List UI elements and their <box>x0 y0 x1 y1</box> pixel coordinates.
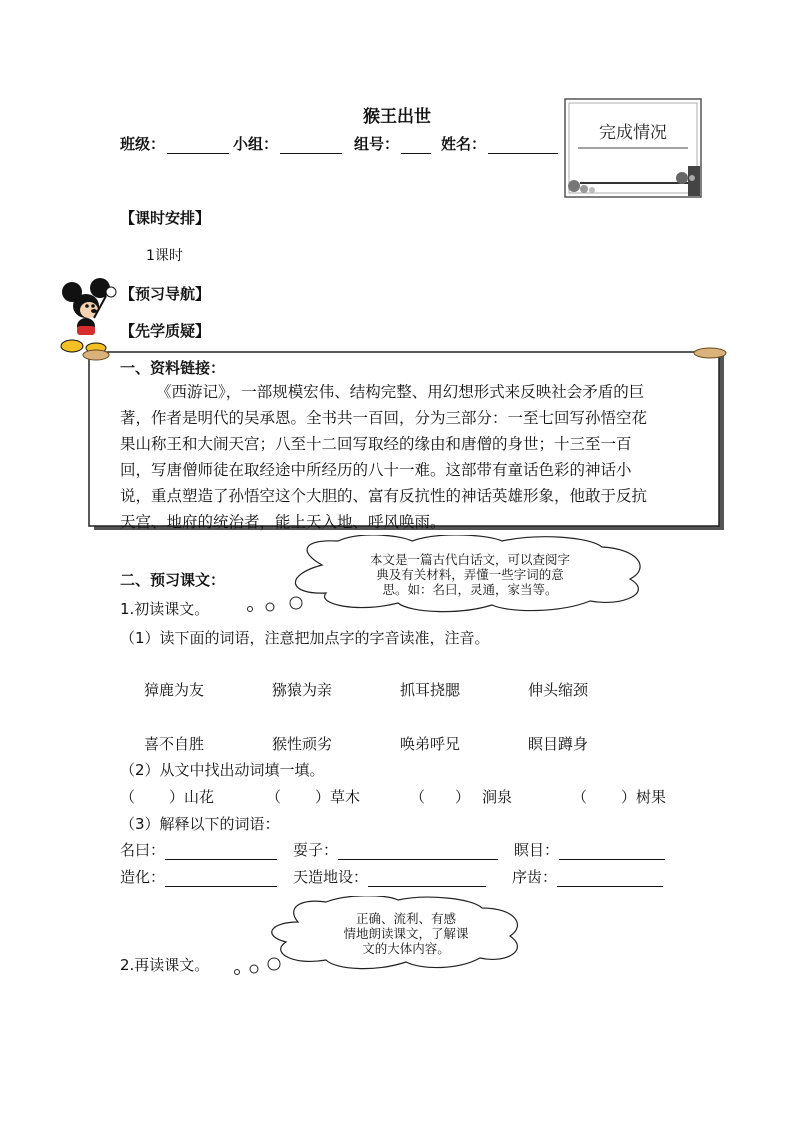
term-answer-line[interactable] <box>165 843 277 860</box>
term-label: 天造地设： <box>293 868 369 886</box>
materials-line: 天宫、地府的统治者，能上天入地、呼风唤雨。 <box>120 513 446 531</box>
status-frame-graphic <box>564 98 702 198</box>
step2-label: 2.再读课文。 <box>120 956 210 974</box>
term-row-1 <box>120 839 665 860</box>
class-blank[interactable] <box>167 137 229 154</box>
hint-bubble-1-text: 本文是一篇古代白话文，可以查阅字 典及有关材料，弄懂一些字词的意 思。如：名曰，灵通，家当等。 <box>369 552 570 597</box>
term-answer-line[interactable] <box>338 843 498 860</box>
word-item: 猕猿为亲 <box>272 681 333 699</box>
word-item: 猴性顽劣 <box>272 735 333 753</box>
term-label: 序齿： <box>512 868 558 886</box>
sub3-instruction: （3）解释以下的词语： <box>120 815 280 833</box>
word-item: 伸头缩颈 <box>528 681 589 699</box>
term-answer-line[interactable] <box>557 870 663 887</box>
group-no-label: 组号： <box>354 135 400 153</box>
mascot-illustration <box>60 278 122 354</box>
name-blank[interactable] <box>488 137 558 154</box>
materials-line: 果山称王和大闹天宫；八至十二回写取经的缘由和唐僧的身世；十三至一百 <box>120 435 632 453</box>
word-item: 獐鹿为友 <box>144 681 205 699</box>
term-label: 名曰： <box>120 841 166 859</box>
questions-heading: 【先学质疑】 <box>120 322 211 340</box>
hint-bubble-2-text: 正确、流利、有感 情地朗读课文，了解课 文的大体内容。 <box>343 911 469 956</box>
term-answer-line[interactable] <box>368 870 486 887</box>
hint-bubble-1 <box>230 535 670 615</box>
sub1-instruction: （1）读下面的词语，注意把加点字的字音读准，注音。 <box>120 629 490 647</box>
materials-heading: 一、资料链接： <box>120 359 226 377</box>
word-item: 喜不自胜 <box>144 735 205 753</box>
term-label: 耍子： <box>293 841 339 859</box>
materials-line: 《西游记》，一部规模宏伟、结构完整、用幻想形式来反映社会矛盾的巨 <box>156 383 645 401</box>
term-label: 造化： <box>120 868 166 886</box>
status-box-label: 完成情况 <box>599 123 667 143</box>
preview-nav-heading: 【预习导航】 <box>120 285 211 303</box>
group-blank[interactable] <box>280 137 342 154</box>
page-title: 猴王出世 <box>363 107 431 127</box>
materials-line: 回，写唐僧师徒在取经途中所经历的八十一难。这部带有童话色彩的神话小 <box>120 461 632 479</box>
preview-heading: 二、预习课文： <box>120 571 226 589</box>
materials-line: 著，作者是明代的吴承恩。全书共一百回，分为三部分：一至七回写孙悟空花 <box>120 409 648 427</box>
hint-bubble-2 <box>226 896 536 978</box>
class-label: 班级： <box>120 135 166 153</box>
student-info-row <box>120 133 562 154</box>
materials-line: 说，重点塑造了孙悟空这个大胆的、富有反抗性的神话英雄形象，他敢于反抗 <box>120 487 648 505</box>
verb-fill-1[interactable]: （ ） 山花 <box>120 788 215 806</box>
verb-fill-3[interactable]: （ ） 涧泉 <box>410 788 513 806</box>
word-item: 唤弟呼兄 <box>400 735 461 753</box>
sub2-instruction: （2）从文中找出动词填一填。 <box>120 761 325 779</box>
name-label: 姓名： <box>441 135 487 153</box>
materials-paragraph <box>120 379 700 535</box>
schedule-heading: 【课时安排】 <box>120 209 211 227</box>
term-answer-line[interactable] <box>559 843 665 860</box>
completion-status-box <box>564 98 702 198</box>
term-answer-line[interactable] <box>165 870 277 887</box>
mascot-icon <box>60 278 122 354</box>
group-no-blank[interactable] <box>401 137 431 154</box>
word-item: 瞑目蹲身 <box>528 735 589 753</box>
verb-fill-4[interactable]: （ ） 树果 <box>572 788 667 806</box>
verb-fill-2[interactable]: （ ） 草木 <box>266 788 361 806</box>
schedule-value: 1课时 <box>146 248 183 264</box>
group-label: 小组： <box>233 135 279 153</box>
step1-label: 1.初读课文。 <box>120 600 210 618</box>
term-row-2 <box>120 866 663 887</box>
word-item: 抓耳挠腮 <box>400 681 461 699</box>
term-label: 瞑目： <box>514 841 560 859</box>
